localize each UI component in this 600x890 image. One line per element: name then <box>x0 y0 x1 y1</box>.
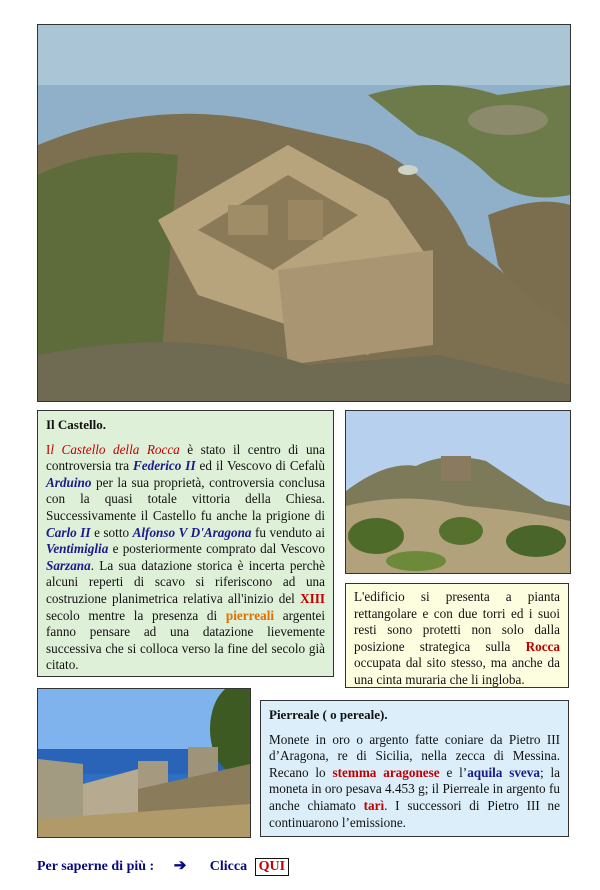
stemma-term: stemma aragonese <box>332 764 440 780</box>
edificio-text-box <box>345 583 569 688</box>
castello-text: ed il Vescovo di Cefalù <box>195 458 325 474</box>
pierreale-text-box <box>260 700 569 837</box>
sarzana-name: Sarzana <box>46 557 91 573</box>
pierreale-text: Monete in oro o argento fatte coniare da Pietro III d’Aragona, re di Sicilia, nella zecca di Messina. Recano lo <box>269 731 560 780</box>
dropcap: I <box>46 441 51 457</box>
castle-aerial-photo <box>37 24 571 402</box>
carlo-name: Carlo II <box>46 524 91 540</box>
pierreale-text: ; la moneta in oro pesava 4.453 g; il Pierreale in argento fu anche chiamato <box>269 764 560 813</box>
castello-name: l Castello della Rocca <box>50 441 180 457</box>
castello-text: e posteriormente comprato dal Vescovo <box>108 541 325 557</box>
pierreali-term: pierreali <box>225 607 275 623</box>
pierreale-paragraph <box>269 732 560 832</box>
pierreale-text: e l’ <box>439 764 468 780</box>
castello-text: per la sua proprietà, controversia conclusa con la quasi totale vittoria della Chiesa. Successivamente il Castello fu anche la prigione di <box>46 474 325 523</box>
castello-text: secolo mentre la presenza di <box>46 607 226 623</box>
qui-link[interactable]: QUI <box>255 858 289 876</box>
rocca-term: Rocca <box>525 638 560 654</box>
alfonso-name: Alfonso V D'Aragona <box>132 524 252 540</box>
federico-name: Federico II <box>133 458 196 474</box>
castello-text: è stato il centro di una controversia tra <box>46 441 325 474</box>
century-roman: XIII <box>300 590 325 606</box>
castello-text: e sotto <box>90 524 133 540</box>
pierreale-text: . I successori di Pietro III ne continuarono l’emissione. <box>269 797 560 830</box>
castello-paragraph <box>46 442 325 674</box>
pierreale-title: Pierreale ( o pereale). <box>269 707 388 722</box>
castello-text: fu venduto ai <box>251 524 326 540</box>
footer-more-info <box>37 856 289 876</box>
tari-term: tarì <box>363 797 385 813</box>
arrow-right-icon: ➔ <box>173 858 187 874</box>
ruin-wall-photo <box>37 688 251 838</box>
clicca-label: Clicca <box>209 859 248 874</box>
more-info-label: Per saperne di più : <box>37 859 155 874</box>
edificio-text: occupata dal sito stesso, ma anche da una cinta muraria che li ingloba. <box>354 655 560 687</box>
castello-title: Il Castello. <box>46 417 106 432</box>
castello-text-box <box>37 410 334 677</box>
hill-castle-photo <box>345 410 571 574</box>
arduino-name: Arduino <box>46 474 92 490</box>
edificio-paragraph <box>354 589 560 689</box>
castello-text: . La sua datazione storica è incerta perchè alcuni reperti di scavo si riferiscono ad una costruzione planimetrica relativa all'inizio del <box>46 557 325 606</box>
ventimiglia-name: Ventimiglia <box>46 541 109 557</box>
aquila-term: aquila sveva <box>467 764 540 780</box>
castello-text: argentei fanno pensare ad una datazione lievemente successiva che si colloca verso la fine del secolo già citato. <box>46 607 326 673</box>
edificio-text: L'edificio si presenta a pianta rettangolare e con due torri ed i suoi resti sono protetti non solo dalla posizione strategica sulla <box>354 589 560 654</box>
